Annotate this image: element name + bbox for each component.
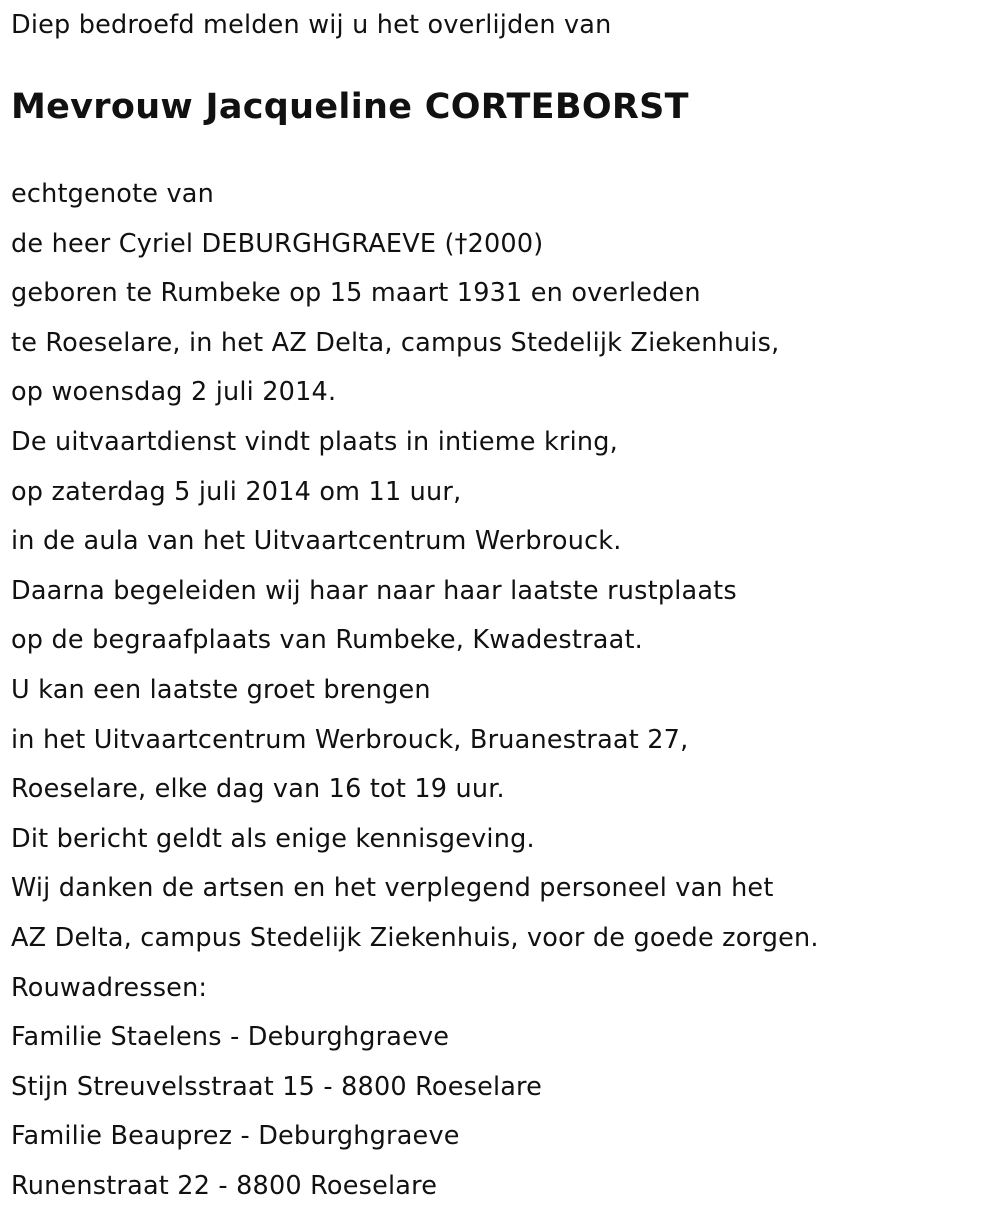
notice-body — [11, 176, 991, 1217]
death-place: te Roeselare, in het AZ Delta, campus Stedelijk Ziekenhuis, — [11, 327, 780, 358]
burial-info: Daarna begeleiden wij haar naar haar laatste rustplaats — [11, 575, 737, 606]
address-family-2: Familie Beauprez - Deburghgraeve — [11, 1121, 460, 1152]
spouse-name: de heer Cyriel DEBURGHGRAEVE (†2000) — [11, 228, 544, 259]
thanks-line-2: AZ Delta, campus Stedelijk Ziekenhuis, voor de goede zorgen. — [11, 922, 819, 953]
address-street-1: Stijn Streuvelsstraat 15 - 8800 Roeselare — [11, 1071, 543, 1102]
notice-statement: Dit bericht geldt als enige kennisgeving. — [11, 823, 535, 854]
address-street-2: Runenstraat 22 - 8800 Roeselare — [11, 1170, 438, 1201]
condolence-addresses-heading: Rouwadressen: — [11, 972, 208, 1003]
birth-info: geboren te Rumbeke op 15 maart 1931 en overleden — [11, 278, 701, 309]
visitation-info: U kan een laatste groet brengen — [11, 674, 431, 705]
spouse-label: echtgenote van — [11, 179, 214, 209]
death-date: op woensdag 2 juli 2014. — [11, 377, 337, 408]
thanks-line-1: Wij danken de artsen en het verplegend personeel van het — [11, 873, 774, 904]
visitation-location: in het Uitvaartcentrum Werbrouck, Bruanestraat 27, — [11, 724, 689, 755]
funeral-service: De uitvaartdienst vindt plaats in intieme kring, — [11, 426, 618, 457]
deceased-name: Mevrouw Jacqueline CORTEBORST — [11, 87, 689, 127]
funeral-location: in de aula van het Uitvaartcentrum Werbrouck. — [11, 526, 622, 557]
intro-text: Diep bedroefd melden wij u het overlijden van — [11, 10, 612, 40]
visitation-hours: Roeselare, elke dag van 16 tot 19 uur. — [11, 774, 505, 805]
burial-location: op de begraafplaats van Rumbeke, Kwadestraat. — [11, 625, 643, 656]
death-notice — [11, 0, 991, 1201]
funeral-date: op zaterdag 5 juli 2014 om 11 uur, — [11, 476, 462, 507]
address-family-1: Familie Staelens - Deburghgraeve — [11, 1022, 450, 1053]
